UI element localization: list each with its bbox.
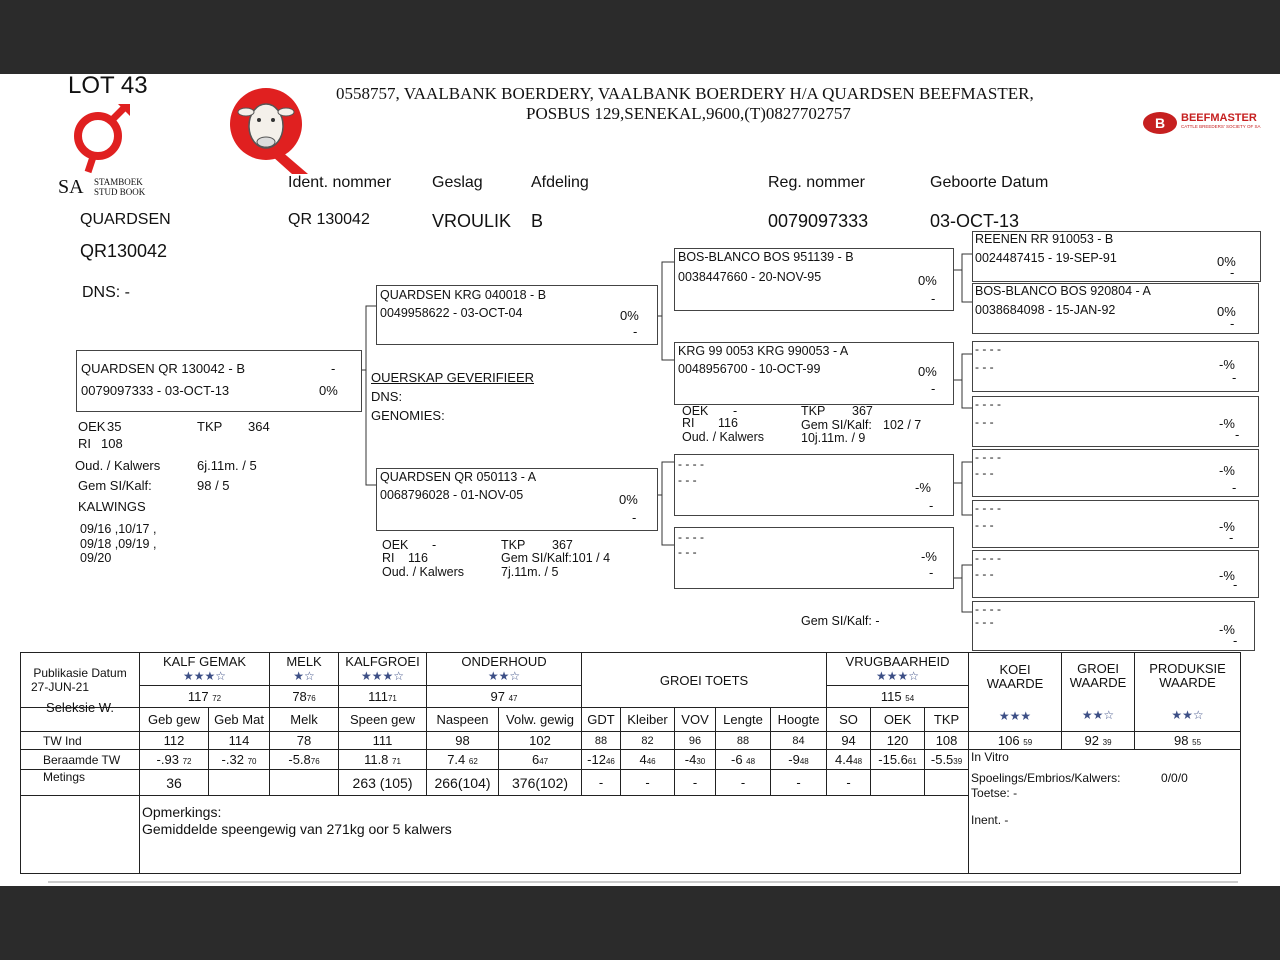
ggp-pct: -% [1219, 463, 1235, 478]
tw-value: 88 [582, 732, 621, 750]
opmerkings-spacer [21, 796, 140, 874]
header-ident: Ident. nommer [288, 174, 392, 191]
btw-cell [871, 750, 925, 770]
subject-oud-label: Oud. / Kalwers [75, 458, 161, 473]
beraamde-tw-row [21, 750, 1241, 770]
kalf-gemak-label: KALF GEMAK [162, 654, 247, 669]
subject-pedigree-box [76, 350, 362, 412]
subject-reg: 0079097333 - 03-OCT-13 [81, 383, 230, 398]
melk-label: MELK [286, 654, 322, 669]
subject-ri: 108 [101, 436, 123, 451]
gem-si-kalf-bottom: Gem SI/Kalf: - [801, 614, 880, 628]
animal-ident: QR 130042 [288, 211, 370, 228]
btw-cell [716, 750, 771, 770]
col-header: Naspeen [427, 708, 499, 732]
btw-cell [339, 750, 427, 770]
gd1-tkp: 367 [852, 404, 873, 418]
tw-value: 102 [499, 732, 582, 750]
groei-waarde-header [1062, 653, 1135, 732]
dam-oek: - [432, 538, 437, 552]
btw-val: 4.4 [835, 752, 854, 767]
opmerkings-label: Opmerkings: [142, 804, 222, 820]
btw-cell [499, 750, 582, 770]
maternal-grandsire-box [674, 454, 954, 516]
gd1-oek-label: OEK [682, 404, 709, 418]
subject-gem-label: Gem SI/Kalf: [78, 478, 152, 493]
gd2-dash: - [929, 565, 934, 580]
koei-stars: ★★★ [998, 709, 1032, 723]
seleksie-label: Seleksie W. [21, 696, 140, 720]
gd1-gem-label: Gem SI/Kalf: [801, 418, 872, 432]
groei-tw-acc: 39 [1102, 738, 1112, 747]
produksie-waarde-label: PRODUKSIE WAARDE [1149, 661, 1226, 690]
tw-value: 96 [675, 732, 716, 750]
dam-pct: 0% [619, 492, 638, 507]
gd1-pct: 0% [918, 364, 937, 379]
dam-name: QUARDSEN QR 050113 - A [380, 470, 537, 484]
btw-acc: 47 [539, 757, 549, 766]
btw-val: 7.4 [447, 752, 466, 767]
col-header: GDT [582, 708, 621, 732]
col-header: Geb gew [140, 708, 209, 732]
tw-value: 98 [427, 732, 499, 750]
ggp-dash: - [1235, 427, 1240, 442]
col-header: Kleiber [621, 708, 675, 732]
subject-ri-label: RI [78, 436, 91, 451]
groei-tw-val: 92 [1084, 733, 1100, 748]
metings-value: - [621, 770, 675, 796]
gd2-line2: - - - [678, 545, 697, 559]
kalwings-line-1: 09/16 ,10/17 , [80, 522, 157, 536]
metings-value: - [771, 770, 827, 796]
sa-studbook-logo [58, 104, 158, 196]
melk-val: 78 [292, 689, 307, 704]
ggp-pct: -% [1219, 416, 1235, 431]
onderhoud-stars: ★★☆ [487, 669, 521, 683]
ggp-name: - - - - [975, 342, 1001, 356]
gd1-tkp-label: TKP [801, 404, 826, 418]
onderhoud-value [427, 686, 582, 708]
dam-oud-label: Oud. / Kalwers [382, 565, 464, 579]
onderhoud-val: 97 [490, 689, 505, 704]
animal-afdeling: B [531, 211, 544, 231]
metings-value [209, 770, 270, 796]
btw-cell [827, 750, 871, 770]
metings-value [871, 770, 925, 796]
ggp-pct: 0% [1217, 254, 1236, 269]
sire-dash: - [633, 324, 638, 339]
btw-val: -12 [587, 752, 606, 767]
ggp-name: - - - - [975, 551, 1001, 565]
ggp-dash: - [1232, 480, 1237, 495]
subject-dash: - [331, 361, 336, 376]
kalfgroei-value [339, 686, 427, 708]
col-header: Geb Mat [209, 708, 270, 732]
koei-tw [969, 732, 1062, 750]
btw-acc: 48 [853, 757, 863, 766]
ggp-name: - - - - [975, 397, 1001, 411]
ggp-name: BOS-BLANCO BOS 920804 - A [975, 284, 1151, 298]
btw-cell [771, 750, 827, 770]
metings-value: 266(104) [427, 770, 499, 796]
animal-sex: VROULIK [432, 211, 512, 231]
vrugbaarheid-stars: ★★★☆ [876, 669, 920, 683]
dam-tkp-label: TKP [501, 538, 526, 552]
breeder-line-1: 0558757, VAALBANK BOERDERY, VAALBANK BOERDERY H/A QUARDSEN BEEFMASTER, [336, 84, 1034, 103]
melk-stars: ★☆ [293, 669, 315, 683]
dam-box [376, 468, 658, 531]
kalfgroei-acc: 71 [387, 694, 397, 703]
kalwings-label: KALWINGS [78, 499, 146, 514]
parentage-verified: OUERSKAP GEVERIFIEER [371, 370, 535, 385]
btw-cell [925, 750, 969, 770]
tw-value: 82 [621, 732, 675, 750]
tw-value: 114 [209, 732, 270, 750]
vrug-acc: 54 [905, 694, 915, 703]
gs2-line2: - - - [678, 473, 697, 487]
header-geboorte: Geboorte Datum [930, 174, 1049, 191]
onderhoud-label: ONDERHOUD [461, 654, 547, 669]
studbook-sa-text: SA [58, 176, 84, 198]
subject-oek-label: OEK [78, 419, 106, 434]
gd1-oek: - [733, 404, 738, 418]
great-grandparent-box [972, 283, 1259, 334]
ggp-pct: -% [1219, 357, 1235, 372]
prod-tw [1135, 732, 1241, 750]
gd1-ri: 116 [718, 416, 738, 430]
toetse-label: Toetse: - [971, 786, 1018, 800]
gs1-dash: - [931, 291, 936, 306]
gd1-name: KRG 99 0053 KRG 990053 - A [678, 344, 849, 358]
gd1-reg: 0048956700 - 10-OCT-99 [678, 362, 821, 376]
btw-cell [582, 750, 621, 770]
animal-dns: DNS: - [82, 284, 130, 301]
ggp-dash: - [1230, 316, 1235, 331]
btw-val: -15.6 [878, 752, 908, 767]
btw-acc: 30 [696, 757, 706, 766]
btw-val: -5.5 [930, 752, 954, 767]
dam-ri: 116 [408, 551, 428, 565]
paternal-granddam-box [674, 342, 954, 405]
header-geslag: Geslag [432, 174, 483, 191]
metings-value [270, 770, 339, 796]
kalwings-line-3: 09/20 [80, 551, 112, 565]
melk-header [270, 653, 339, 686]
great-grandparent-box [972, 231, 1261, 282]
koei-tw-val: 106 [997, 733, 1020, 748]
btw-val: 4 [639, 752, 647, 767]
metings-value: - [827, 770, 871, 796]
btw-acc: 76 [310, 757, 320, 766]
btw-acc: 70 [247, 757, 257, 766]
parentage-genomies: GENOMIES: [371, 408, 445, 423]
kalwings-line-2: 09/18 ,09/19 , [80, 537, 157, 551]
subject-oek: 35 [107, 419, 122, 434]
subject-name: QUARDSEN QR 130042 - B [81, 361, 246, 376]
groei-tw [1062, 732, 1135, 750]
gs2-dash: - [929, 498, 934, 513]
gs1-reg: 0038447660 - 20-NOV-95 [678, 270, 822, 284]
animal-reg: 0079097333 [768, 211, 869, 231]
gd1-oud: 10j.11m. / 9 [801, 431, 866, 445]
metings-value: 36 [140, 770, 209, 796]
ggp-reg: 0038684098 - 15-JAN-92 [975, 303, 1116, 317]
maternal-granddam-box [674, 527, 954, 589]
dam-reg: 0068796028 - 01-NOV-05 [380, 488, 524, 502]
gd1-ri-label: RI [682, 416, 695, 430]
great-grandparent-box [972, 550, 1259, 598]
ggp-dash: - [1230, 265, 1235, 280]
ggp-reg: - - - [975, 360, 994, 374]
koei-waarde-label: KOEI WAARDE [986, 662, 1044, 691]
kalf-gemak-stars: ★★★☆ [182, 669, 227, 683]
vrugbaarheid-header [827, 653, 969, 686]
ggp-dash: - [1233, 577, 1238, 592]
btw-cell [140, 750, 209, 770]
kalf-gemak-header [140, 653, 270, 686]
gd2-pct: -% [921, 549, 937, 564]
bull-head-logo-icon [226, 82, 336, 178]
performance-table [20, 652, 1241, 874]
beefmaster-word: BEEFMASTER [1181, 112, 1257, 124]
btw-acc: 62 [468, 757, 478, 766]
dam-ri-label: RI [382, 551, 395, 565]
col-header: Speen gew [339, 708, 427, 732]
vrugbaarheid-value [827, 686, 969, 708]
ggp-dash: - [1229, 530, 1234, 545]
dam-gem: Gem SI/Kalf:101 / 4 [501, 551, 611, 565]
melk-value [270, 686, 339, 708]
beefmaster-sub: CATTLE BREEDERS' SOCIETY OF SA [1181, 124, 1261, 129]
ggp-reg: - - - [975, 466, 994, 480]
ggp-name: REENEN RR 910053 - B [975, 232, 1114, 246]
col-header: OEK [871, 708, 925, 732]
tw-value: 94 [827, 732, 871, 750]
ggp-name: - - - - [975, 450, 1001, 464]
btw-val: 11.8 [364, 752, 389, 767]
invitro-panel [969, 750, 1241, 874]
prod-stars: ★★☆ [1171, 708, 1204, 722]
tw-value: 111 [339, 732, 427, 750]
lot-number: LOT 43 [68, 72, 148, 99]
btw-acc: 39 [953, 757, 963, 766]
btw-acc: 72 [182, 757, 192, 766]
btw-val: -.32 [221, 752, 244, 767]
spoelings-line [971, 771, 1240, 786]
btw-cell [209, 750, 270, 770]
prod-tw-acc: 55 [1192, 738, 1202, 747]
groei-waarde-label: GROEI WAARDE [1069, 661, 1127, 690]
ggp-pct: -% [1219, 622, 1235, 637]
opmerkings-cell [140, 796, 969, 874]
studbook-line1: STAMBOEK [94, 177, 143, 187]
header-reg: Reg. nommer [768, 174, 865, 191]
gd1-oud-label: Oud. / Kalwers [682, 430, 764, 444]
parentage-dns: DNS: [371, 389, 403, 404]
tw-ind-row [21, 732, 1241, 750]
animal-dob: 03-OCT-13 [930, 211, 1020, 231]
col-header: Lengte [716, 708, 771, 732]
subject-gem: 98 / 5 [197, 478, 230, 493]
kalf-gemak-val: 117 [187, 689, 209, 704]
col-header: TKP [925, 708, 969, 732]
ggp-pct: -% [1219, 519, 1235, 534]
gd2-line1: - - - - [678, 530, 704, 544]
beefmaster-logo [1143, 112, 1273, 136]
ggp-dash: - [1232, 370, 1237, 385]
studbook-line2: STUD BOOK [94, 187, 146, 197]
dam-tkp: 367 [552, 538, 573, 552]
col-header: Melk [270, 708, 339, 732]
beefmaster-mark-icon: B [1143, 112, 1177, 134]
sire-name: QUARDSEN KRG 040018 - B [380, 288, 547, 302]
col-header: Hoogte [771, 708, 827, 732]
ggp-dash: - [1233, 633, 1238, 648]
melk-acc: 76 [306, 694, 316, 703]
vrugbaarheid-label: VRUGBAARHEID [845, 654, 950, 669]
ggp-reg: - - - [975, 415, 994, 429]
paternal-grandsire-box [674, 248, 954, 311]
metings-value: 263 (105) [339, 770, 427, 796]
vrug-val: 115 [880, 689, 902, 704]
studbook-symbol-icon [58, 104, 158, 176]
breeder-line-2: POSBUS 129,SENEKAL,9600,(T)0827702757 [526, 104, 851, 123]
gs1-name: BOS-BLANCO BOS 951139 - B [678, 250, 854, 264]
btw-acc: 71 [392, 757, 401, 766]
btw-acc: 61 [907, 757, 917, 766]
metings-value: - [716, 770, 771, 796]
metings-value: 376(102) [499, 770, 582, 796]
tw-value: 88 [716, 732, 771, 750]
dam-oek-label: OEK [382, 538, 409, 552]
ggp-name: - - - - [975, 501, 1001, 515]
invitro-label: In Vitro [971, 750, 1009, 764]
beraamde-tw-label: Beraamde TW [21, 750, 140, 770]
kalfgroei-header [339, 653, 427, 686]
header-afdeling: Afdeling [531, 174, 589, 191]
btw-cell [675, 750, 716, 770]
kalfgroei-stars: ★★★☆ [361, 669, 405, 683]
animal-herd: QUARDSEN [80, 211, 171, 228]
great-grandparent-box [972, 449, 1259, 497]
btw-acc: 48 [746, 757, 756, 766]
sire-pct: 0% [620, 308, 639, 323]
ggp-name: - - - - [975, 602, 1001, 616]
great-grandparent-box [972, 500, 1259, 548]
ggp-reg: - - - [975, 615, 994, 629]
metings-value: - [675, 770, 716, 796]
kalf-gemak-acc: 72 [212, 694, 222, 703]
onderhoud-acc: 47 [508, 694, 518, 703]
great-grandparent-box [972, 341, 1259, 392]
sire-box [376, 285, 658, 345]
publikasie-label: Publikasie Datum [33, 666, 127, 680]
btw-val: -5.8 [288, 752, 311, 767]
spoelings-value: 0/0/0 [1161, 771, 1188, 785]
btw-acc: 46 [646, 757, 656, 766]
gd1-gem: 102 / 7 [883, 418, 922, 432]
tw-value: 84 [771, 732, 827, 750]
publikasie-date: 27-JUN-21 [31, 680, 90, 694]
sire-reg: 0049958622 - 03-OCT-04 [380, 306, 523, 320]
subject-oud: 6j.11m. / 5 [197, 458, 257, 473]
gs2-pct: -% [915, 480, 931, 495]
opmerkings-text: Gemiddelde speengewig van 271kg oor 5 kalwers [142, 821, 452, 837]
col-header: VOV [675, 708, 716, 732]
ggp-pct: -% [1219, 568, 1235, 583]
btw-val: -.93 [156, 752, 179, 767]
btw-val: -6 [730, 752, 743, 767]
ggp-pct: 0% [1217, 304, 1236, 319]
btw-val: -4 [684, 752, 697, 767]
koei-waarde-header [969, 653, 1062, 732]
btw-acc: 46 [605, 757, 615, 766]
tw-ind-label: TW Ind [21, 732, 140, 750]
tw-value: 120 [871, 732, 925, 750]
gs1-pct: 0% [918, 273, 937, 288]
metings-value: - [582, 770, 621, 796]
koei-tw-acc: 59 [1023, 738, 1033, 747]
tw-value: 78 [270, 732, 339, 750]
btw-val: -9 [788, 752, 800, 767]
great-grandparent-box [972, 601, 1255, 651]
dam-oud: 7j.11m. / 5 [501, 565, 559, 579]
animal-code: QR130042 [80, 241, 168, 261]
gs2-line1: - - - - [678, 457, 704, 471]
metings-label: Metings [21, 770, 140, 796]
kalfgroei-label: KALFGROEI [345, 654, 420, 669]
ggp-reg: - - - [975, 567, 994, 581]
col-header: Volw. gewig [499, 708, 582, 732]
quardsen-q-logo [226, 82, 336, 178]
prod-tw-val: 98 [1174, 733, 1189, 748]
kalf-gemak-value [140, 686, 270, 708]
btw-cell [270, 750, 339, 770]
ggp-reg: 0024487415 - 19-SEP-91 [975, 251, 1117, 265]
btw-val: 6 [531, 752, 540, 767]
subject-pct: 0% [319, 383, 338, 398]
col-header: SO [827, 708, 871, 732]
inent-label: Inent. - [971, 813, 1009, 827]
great-grandparent-box [972, 396, 1259, 447]
metings-value [925, 770, 969, 796]
produksie-waarde-header [1135, 653, 1241, 732]
spoelings-label: Spoelings/Embrios/Kalwers: [971, 771, 1121, 785]
btw-acc: 48 [799, 757, 809, 766]
btw-cell [427, 750, 499, 770]
tw-value: 112 [140, 732, 209, 750]
dam-dash: - [632, 510, 637, 525]
groei-toets-header: GROEI TOETS [582, 653, 827, 708]
subject-tkp: 364 [248, 419, 270, 434]
kalfgroei-val: 111 [368, 689, 388, 704]
onderhoud-header [427, 653, 582, 686]
groei-stars: ★★☆ [1081, 708, 1115, 722]
gd1-dash: - [931, 381, 936, 396]
tw-value: 108 [925, 732, 969, 750]
subject-tkp-label: TKP [197, 419, 223, 434]
btw-cell [621, 750, 675, 770]
ggp-reg: - - - [975, 518, 994, 532]
